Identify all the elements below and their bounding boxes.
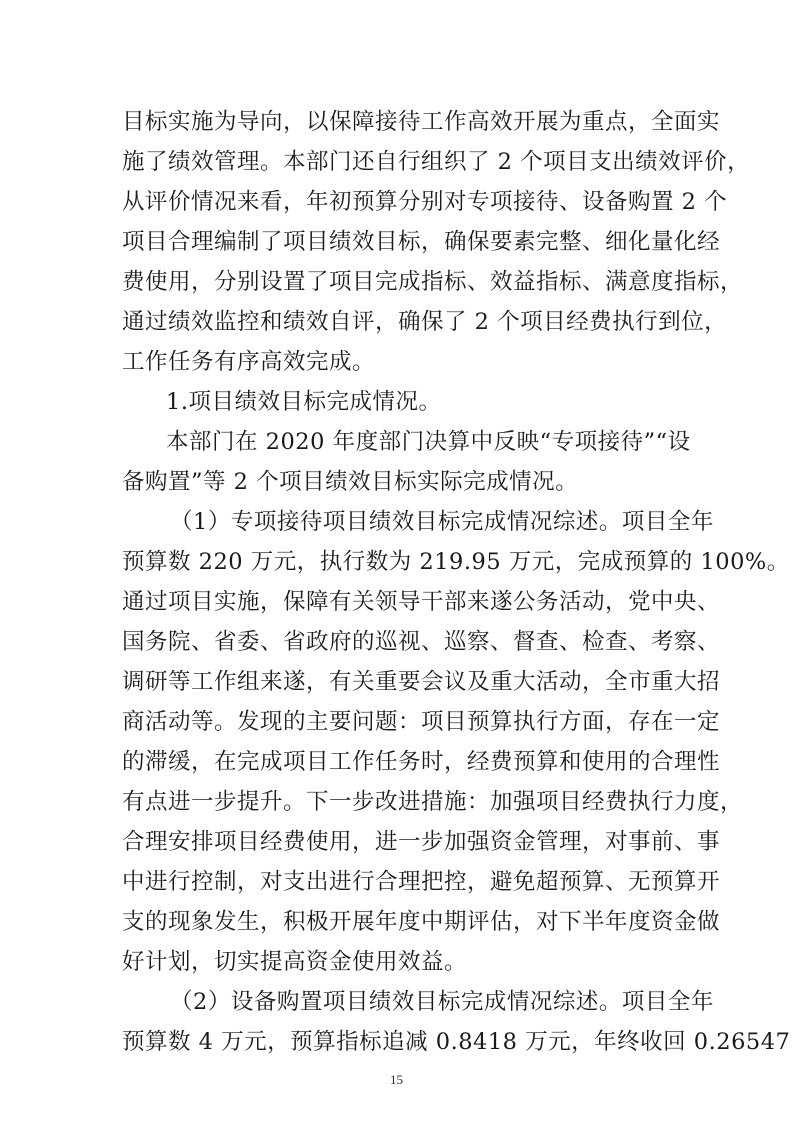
paragraph-line: 目标实施为导向，以保障接待工作高效开展为重点，全面实 <box>122 109 721 135</box>
paragraph-line: 施了绩效管理。本部门还自行组织了 2 个项目支出绩效评价， <box>122 149 751 175</box>
paragraph-line: 预算数 4 万元，预算指标追减 0.8418 万元，年终收回 0.26547 <box>122 1029 791 1055</box>
paragraph-line: 调研等工作组来遂，有关重要会议及重大活动，全市重大招 <box>122 669 721 695</box>
paragraph-line: 备购置”等 2 个项目绩效目标实际完成情况。 <box>122 469 579 495</box>
paragraph-line: 中进行控制，对支出进行合理把控，避免超预算、无预算开 <box>122 869 721 895</box>
paragraph-line: 从评价情况来看，年初预算分别对专项接待、设备购置 2 个 <box>122 189 728 215</box>
page-number: 15 <box>390 1072 403 1087</box>
paragraph-line: 预算数 220 万元，执行数为 219.95 万元，完成预算的 100%。 <box>122 549 790 575</box>
paragraph-line: 通过项目实施，保障有关领导干部来遂公务活动，党中央、 <box>122 589 721 615</box>
paragraph-line: 有点进一步提升。下一步改进措施：加强项目经费执行力度， <box>122 789 744 815</box>
paragraph-line: 工作任务有序高效完成。 <box>122 349 376 375</box>
paragraph-line: （2）设备购置项目绩效目标完成情况综述。项目全年 <box>170 989 714 1015</box>
paragraph-line: （1）专项接待项目绩效目标完成情况综述。项目全年 <box>170 509 714 535</box>
paragraph-line: 支的现象发生，积极开展年度中期评估，对下半年度资金做 <box>122 909 721 935</box>
paragraph-line: 合理安排项目经费使用，进一步加强资金管理，对事前、事 <box>122 829 721 855</box>
paragraph-line: 的滞缓，在完成项目工作任务时，经费预算和使用的合理性 <box>122 749 721 775</box>
paragraph-line: 商活动等。发现的主要问题：项目预算执行方面，存在一定 <box>122 709 721 735</box>
paragraph-line: 国务院、省委、省政府的巡视、巡察、督查、检查、考察、 <box>122 629 721 655</box>
section-heading: 1.项目绩效目标完成情况。 <box>166 389 442 415</box>
paragraph-line: 本部门在 2020 年度部门决算中反映“专项接待”“设 <box>166 429 691 455</box>
paragraph-line: 通过绩效监控和绩效自评，确保了 2 个项目经费执行到位， <box>122 309 728 335</box>
paragraph-line: 项目合理编制了项目绩效目标，确保要素完整、细化量化经 <box>122 229 721 255</box>
paragraph-line: 费使用，分别设置了项目完成指标、效益指标、满意度指标， <box>122 269 744 295</box>
paragraph-line: 好计划，切实提高资金使用效益。 <box>122 949 468 975</box>
